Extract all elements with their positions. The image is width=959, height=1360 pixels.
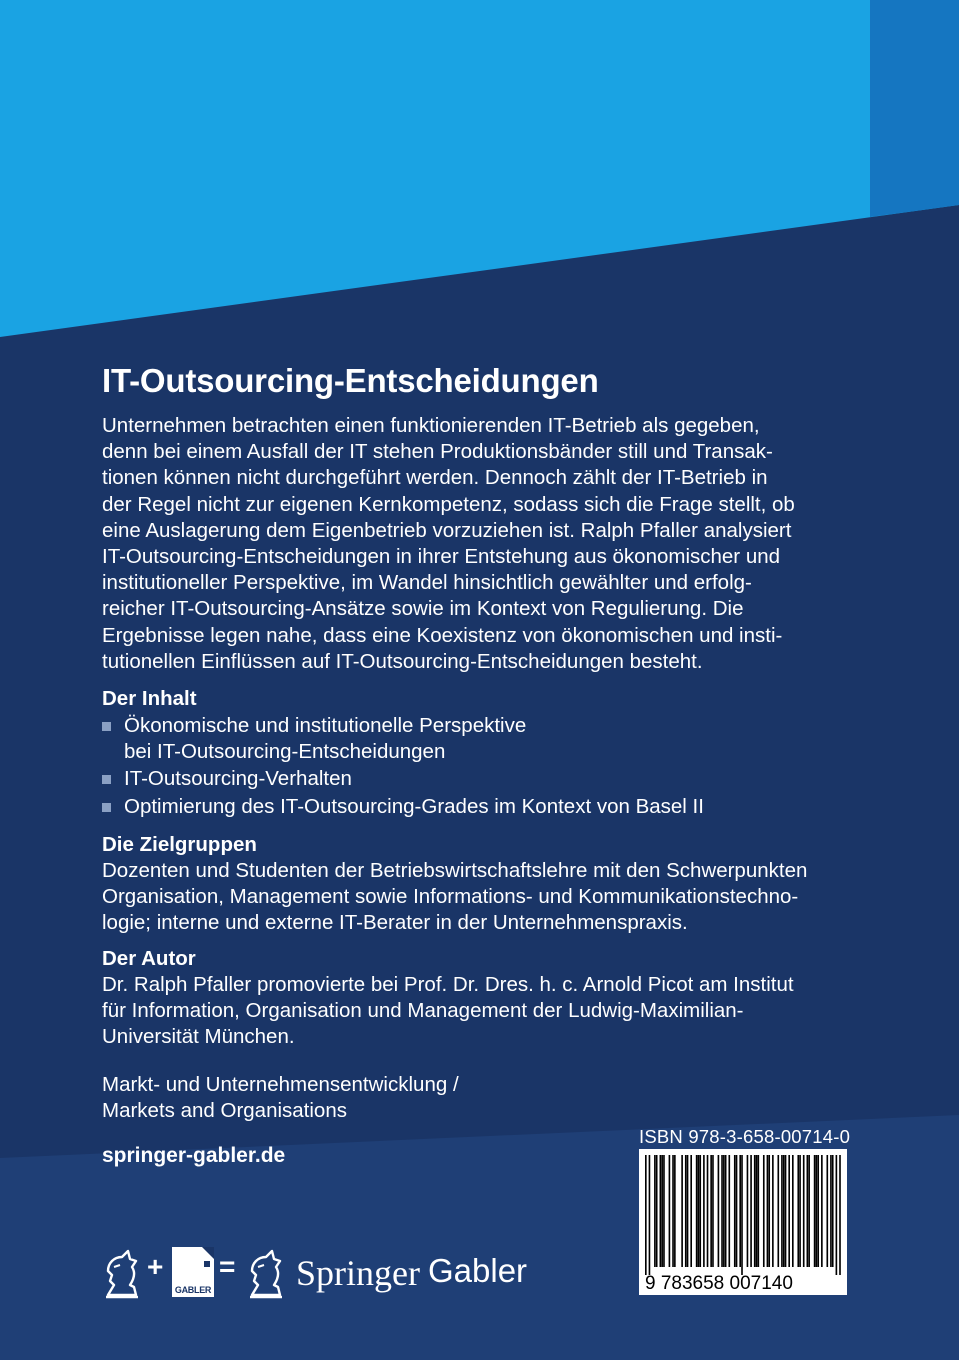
- contents-item-line: IT-Outsourcing-Verhalten: [124, 767, 352, 791]
- description-line: eine Auslagerung dem Eigenbetrieb vorzuziehen ist. Ralph Pfaller analysiert: [102, 518, 792, 542]
- author-heading: Der Autor: [102, 947, 196, 970]
- audience-section: [102, 832, 882, 937]
- description-line: institutioneller Perspektive, im Wandel hinsichtlich gewählter und erfolg-: [102, 571, 752, 595]
- contents-list-item: [102, 794, 882, 820]
- contents-list: [102, 713, 882, 820]
- audience-line: Organisation, Management sowie Informations- und Kommunikationstechno-: [102, 885, 799, 909]
- author-section: [102, 946, 882, 1051]
- gabler-logo-text: GABLER: [174, 1285, 212, 1295]
- description-line: tionen können nicht durchgeführt werden. Dennoch zählt der IT-Betrieb in: [102, 466, 768, 490]
- audience-line: logie; interne und externe IT-Berater in der Unternehmenspraxis.: [102, 911, 688, 935]
- gabler-logo-icon: [172, 1247, 214, 1297]
- bullet-square-icon: [102, 722, 111, 731]
- springer-knight-icon: [100, 1243, 144, 1299]
- description-line: der Regel nicht zur eigenen Kernkompetenz, sodass sich die Frage stellt, ob: [102, 492, 795, 516]
- audience-text: [102, 858, 882, 937]
- audience-heading: Die Zielgruppen: [102, 833, 257, 856]
- brand-gabler-text: Gabler: [428, 1252, 528, 1289]
- author-line: Universität München.: [102, 1025, 295, 1049]
- brand-springer-text: Springer: [296, 1253, 420, 1293]
- equals-sign: =: [219, 1251, 236, 1282]
- contents-list-item: [102, 766, 882, 792]
- description-line: IT-Outsourcing-Entscheidungen in ihrer Entstehung aus ökonomischer und: [102, 545, 781, 569]
- contents-item-line: Ökonomische und institutionelle Perspektive: [124, 714, 527, 737]
- author-text: [102, 972, 882, 1051]
- description-line: reicher IT-Outsourcing-Ansätze sowie im Kontext von Regulierung. Die: [102, 597, 744, 621]
- series-line-1: Markt- und Unternehmensentwicklung /: [102, 1073, 459, 1096]
- description-line: Ergebnisse legen nahe, dass eine Koexistenz von ökonomischen und insti-: [102, 623, 783, 647]
- springer-gabler-knight-icon: [244, 1243, 288, 1299]
- contents-item-line: Optimierung des IT-Outsourcing-Grades im Kontext von Basel II: [124, 794, 704, 818]
- bullet-square-icon: [102, 775, 111, 784]
- author-line: für Information, Organisation und Management der Ludwig-Maximilian-: [102, 999, 744, 1023]
- isbn-label: ISBN 978-3-658-00714-0: [639, 1126, 851, 1147]
- contents-list-item: [102, 713, 882, 765]
- audience-line: Dozenten und Studenten der Betriebswirtschaftslehre mit den Schwerpunkten: [102, 859, 808, 882]
- author-line: Dr. Ralph Pfaller promovierte bei Prof. Dr. Dres. h. c. Arnold Picot am Institut: [102, 973, 794, 996]
- description-line: Unternehmen betrachten einen funktionierenden IT-Betrieb als gegeben,: [102, 414, 760, 437]
- series-name: [102, 1072, 602, 1124]
- contents-heading: Der Inhalt: [102, 687, 197, 710]
- description-paragraph: [102, 413, 862, 675]
- background-mid-blue-corner: [870, 0, 959, 217]
- series-line-2: Markets and Organisations: [102, 1099, 347, 1122]
- barcode-digits: 9 783658 007140: [645, 1273, 793, 1294]
- book-title: IT-Outsourcing-Entscheidungen: [102, 362, 599, 399]
- contents-section: [102, 686, 882, 820]
- bullet-square-icon: [102, 803, 111, 812]
- contents-item-line: bei IT-Outsourcing-Entscheidungen: [124, 740, 446, 764]
- description-line: tutionellen Einflüssen auf IT-Outsourcing-Entscheidungen besteht.: [102, 649, 703, 673]
- isbn-barcode: [639, 1149, 847, 1295]
- description-line: denn bei einem Ausfall der IT stehen Produktionsbänder still und Transak-: [102, 440, 773, 464]
- publisher-logos: [100, 1243, 540, 1301]
- publisher-website-link[interactable]: springer-gabler.de: [102, 1144, 286, 1167]
- barcode-bars: [645, 1155, 841, 1275]
- plus-sign: +: [147, 1251, 164, 1282]
